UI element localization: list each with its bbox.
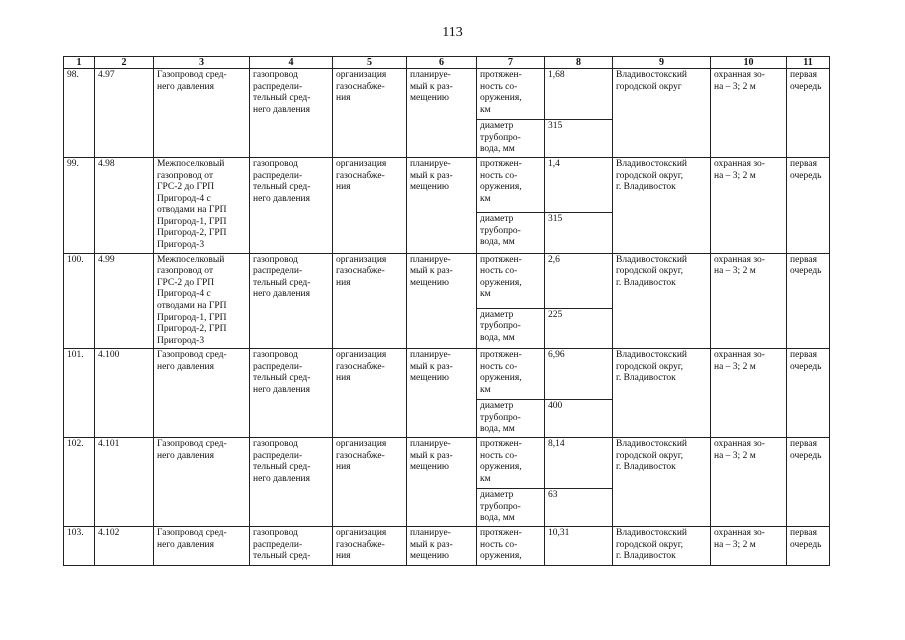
purpose-cell: организация газоснабже- ния	[333, 527, 407, 566]
parameter-name-cell: протяжен- ность со- оружения,	[477, 527, 545, 566]
stage-cell: первая очередь	[787, 349, 830, 438]
parameter-value-cell: 10,31	[545, 527, 613, 566]
parameter-name-cell: диаметр трубопро- вода, мм	[477, 120, 545, 158]
column-header: 5	[333, 57, 407, 69]
parameter-name-cell: протяжен- ность со- оружения, км	[477, 253, 545, 308]
object-code-cell: 4.100	[95, 349, 154, 438]
parameter-value-cell: 315	[545, 120, 613, 158]
status-cell: планируе- мый к раз- мещению	[407, 69, 477, 158]
object-type-cell: газопровод распредели- тельный сред- него давления	[250, 253, 333, 349]
stage-cell: первая очередь	[787, 253, 830, 349]
parameter-value-cell: 6,96	[545, 349, 613, 400]
status-cell: планируе- мый к раз- мещению	[407, 527, 477, 566]
parameter-name-cell: диаметр трубопро- вода, мм	[477, 400, 545, 438]
object-type-cell: газопровод распредели- тельный сред- него давления	[250, 349, 333, 438]
purpose-cell: организация газоснабже- ния	[333, 438, 407, 527]
header-row	[64, 57, 830, 69]
row-number-cell: 101.	[64, 349, 95, 438]
row-number-cell: 98.	[64, 69, 95, 158]
column-header: 1	[64, 57, 95, 69]
table-row	[64, 253, 830, 308]
location-cell: Владивостокский городской округ, г. Владивосток	[613, 349, 711, 438]
object-name-cell: Газопровод сред- него давления	[154, 527, 250, 566]
parameter-value-cell: 225	[545, 308, 613, 349]
parameter-name-cell: протяжен- ность со- оружения, км	[477, 438, 545, 489]
stage-cell: первая очередь	[787, 438, 830, 527]
zone-cell: охранная зо- на – 3; 2 м	[711, 438, 787, 527]
row-number-cell: 102.	[64, 438, 95, 527]
object-code-cell: 4.102	[95, 527, 154, 566]
parameter-name-cell: протяжен- ность со- оружения, км	[477, 349, 545, 400]
status-cell: планируе- мый к раз- мещению	[407, 349, 477, 438]
object-type-cell: газопровод распредели- тельный сред- него давления	[250, 158, 333, 254]
row-number-cell: 99.	[64, 158, 95, 254]
parameter-value-cell: 1,68	[545, 69, 613, 120]
object-code-cell: 4.98	[95, 158, 154, 254]
parameter-value-cell: 8,14	[545, 438, 613, 489]
page-number: 113	[442, 25, 463, 40]
object-type-cell: газопровод распредели- тельный сред- него давления	[250, 69, 333, 158]
object-code-cell: 4.99	[95, 253, 154, 349]
parameter-name-cell: диаметр трубопро- вода, мм	[477, 213, 545, 254]
status-cell: планируе- мый к раз- мещению	[407, 438, 477, 527]
column-header: 4	[250, 57, 333, 69]
zone-cell: охранная зо- на – 3; 2 м	[711, 158, 787, 254]
table-row	[64, 438, 830, 489]
registry-table	[63, 56, 830, 566]
table-row	[64, 158, 830, 213]
object-type-cell: газопровод распредели- тельный сред- него давления	[250, 438, 333, 527]
object-name-cell: Газопровод сред- него давления	[154, 69, 250, 158]
zone-cell: охранная зо- на – 3; 2 м	[711, 69, 787, 158]
column-header: 11	[787, 57, 830, 69]
purpose-cell: организация газоснабже- ния	[333, 69, 407, 158]
object-code-cell: 4.101	[95, 438, 154, 527]
table-row	[64, 527, 830, 566]
location-cell: Владивостокский городской округ, г. Владивосток	[613, 527, 711, 566]
column-header: 10	[711, 57, 787, 69]
stage-cell: первая очередь	[787, 69, 830, 158]
row-number-cell: 103.	[64, 527, 95, 566]
object-type-cell: газопровод распредели- тельный сред-	[250, 527, 333, 566]
column-header: 9	[613, 57, 711, 69]
parameter-value-cell: 315	[545, 213, 613, 254]
column-header: 7	[477, 57, 545, 69]
column-header: 3	[154, 57, 250, 69]
zone-cell: охранная зо- на – 3; 2 м	[711, 349, 787, 438]
parameter-value-cell: 63	[545, 489, 613, 527]
stage-cell: первая очередь	[787, 527, 830, 566]
purpose-cell: организация газоснабже- ния	[333, 253, 407, 349]
parameter-name-cell: протяжен- ность со- оружения, км	[477, 158, 545, 213]
column-header: 2	[95, 57, 154, 69]
status-cell: планируе- мый к раз- мещению	[407, 253, 477, 349]
zone-cell: охранная зо- на – 3; 2 м	[711, 527, 787, 566]
location-cell: Владивостокский городской округ, г. Владивосток	[613, 438, 711, 527]
table-row	[64, 69, 830, 120]
location-cell: Владивостокский городской округ, г. Владивосток	[613, 253, 711, 349]
column-header: 6	[407, 57, 477, 69]
row-number-cell: 100.	[64, 253, 95, 349]
parameter-name-cell: протяжен- ность со- оружения, км	[477, 69, 545, 120]
location-cell: Владивостокский городской округ, г. Владивосток	[613, 158, 711, 254]
column-header: 8	[545, 57, 613, 69]
object-name-cell: Газопровод сред- него давления	[154, 438, 250, 527]
table-row	[64, 349, 830, 400]
status-cell: планируе- мый к раз- мещению	[407, 158, 477, 254]
parameter-value-cell: 1,4	[545, 158, 613, 213]
object-name-cell: Газопровод сред- него давления	[154, 349, 250, 438]
object-name-cell: Межпоселковый газопровод от ГРС-2 до ГРП Пригород-4 с отводами на ГРП Пригород-1, ГРП Пригород-2, ГРП Пригород-3	[154, 253, 250, 349]
purpose-cell: организация газоснабже- ния	[333, 349, 407, 438]
object-code-cell: 4.97	[95, 69, 154, 158]
parameter-name-cell: диаметр трубопро- вода, мм	[477, 308, 545, 349]
parameter-value-cell: 2,6	[545, 253, 613, 308]
location-cell: Владивостокский городской округ	[613, 69, 711, 158]
object-name-cell: Межпоселковый газопровод от ГРС-2 до ГРП Пригород-4 с отводами на ГРП Пригород-1, ГРП Пригород-2, ГРП Пригород-3	[154, 158, 250, 254]
parameter-value-cell: 400	[545, 400, 613, 438]
purpose-cell: организация газоснабже- ния	[333, 158, 407, 254]
parameter-name-cell: диаметр трубопро- вода, мм	[477, 489, 545, 527]
zone-cell: охранная зо- на – 3; 2 м	[711, 253, 787, 349]
stage-cell: первая очередь	[787, 158, 830, 254]
